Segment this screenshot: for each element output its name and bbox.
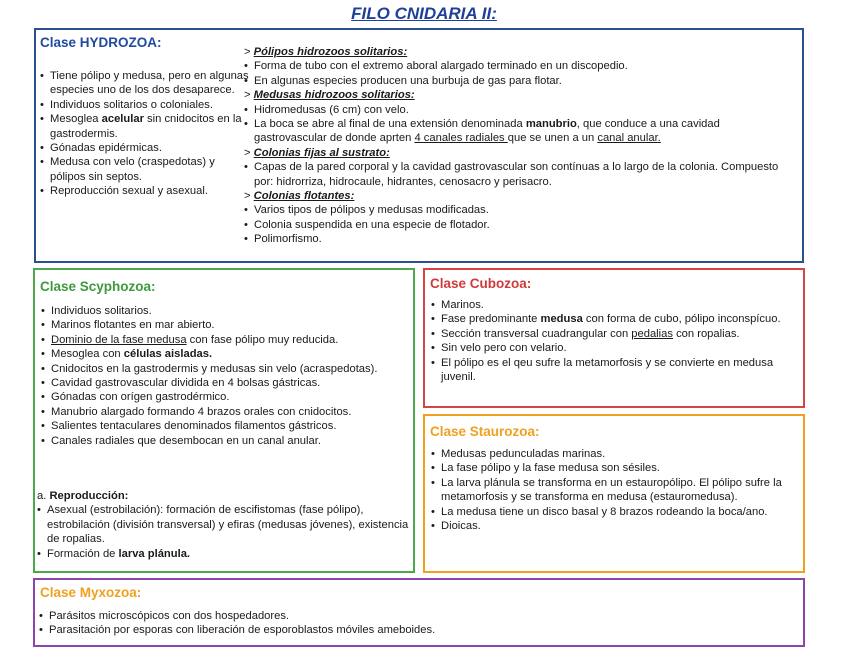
list-item: • La medusa tiene un disco basal y 8 brazos rodeando la boca/ano.	[431, 505, 803, 519]
list-item: • Gónadas con orígen gastrodérmico.	[41, 390, 413, 404]
cubozoa-heading: Clase Cubozoa:	[430, 276, 532, 291]
list-item: • Marinos.	[431, 298, 803, 312]
reproduccion-heading: a. Reproducción:	[37, 490, 129, 502]
list-item: • Cavidad gastrovascular dividida en 4 bolsas gástricas.	[41, 376, 413, 390]
staurozoa-heading: Clase Staurozoa:	[430, 424, 540, 439]
list-item: • Dioicas.	[431, 519, 803, 533]
cubozoa-list	[431, 298, 803, 384]
list-item: • Reproducción sexual y asexual.	[40, 184, 250, 198]
list-item: • Individuos solitarios.	[41, 304, 413, 318]
list-item: • En algunas especies producen una burbuja de gas para flotar.	[244, 74, 794, 88]
list-item: • Polimorfismo.	[244, 232, 794, 246]
hydrozoa-forms	[244, 45, 794, 247]
list-item: • Asexual (estrobilación): formación de escifistomas (fase pólipo), estrobilación (división transversal) y efiras (medusas jóvenes), existencia de ropalias.	[37, 503, 413, 546]
hydrozoa-box	[34, 28, 804, 263]
scyphozoa-box	[33, 268, 415, 573]
subheading-colonias-flotantes: > Colonias flotantes:	[244, 190, 355, 203]
list-item: • Sección transversal cuadrangular con pedalias con ropalias.	[431, 327, 803, 341]
list-item: • Fase predominante medusa con forma de cubo, pólipo inconspícuo.	[431, 312, 803, 326]
list-item: • Salientes tentaculares denominados filamentos gástricos.	[41, 419, 413, 433]
staurozoa-box	[423, 414, 805, 573]
list-item: • Dominio de la fase medusa con fase pólipo muy reducida.	[41, 333, 413, 347]
hydrozoa-general-list	[40, 69, 250, 199]
myxozoa-list	[39, 609, 799, 638]
scyphozoa-heading: Clase Scyphozoa:	[40, 279, 156, 294]
list-item: • Mesoglea acelular sin cnidocitos en la gastrodermis.	[40, 112, 250, 141]
staurozoa-list	[431, 447, 803, 533]
list-item: • Cnidocitos en la gastrodermis y medusas sin velo (acraspedotas).	[41, 362, 413, 376]
list-item: • Parásitos microscópicos con dos hospedadores.	[39, 609, 799, 623]
list-item: • Colonia suspendida en una especie de flotador.	[244, 218, 794, 232]
list-item: • Marinos flotantes en mar abierto.	[41, 318, 413, 332]
list-item: • Individuos solitarios o coloniales.	[40, 98, 250, 112]
list-item: • Formación de larva plánula.	[37, 547, 413, 561]
page-title: FILO CNIDARIA II:	[351, 4, 497, 23]
subheading-medusas: > Medusas hidrozoos solitarios:	[244, 89, 415, 102]
list-item: • Mesoglea con células aisladas.	[41, 347, 413, 361]
list-item: • Hidromedusas (6 cm) con velo.	[244, 103, 794, 117]
subheading-colonias-fijas: > Colonias fijas al sustrato:	[244, 146, 390, 159]
hydrozoa-heading: Clase HYDROZOA:	[40, 35, 162, 50]
cubozoa-box	[423, 268, 805, 408]
list-item: • Medusa con velo (craspedotas) y pólipos sin septos.	[40, 155, 250, 184]
list-item: • Capas de la pared corporal y la cavidad gastrovascular son contínuas a lo largo de la colonia. Compuesto por: hidrorriza, hidrocaule, hidrantes, cenosacro y perisacro.	[244, 160, 794, 189]
subheading-polipos: > Pólipos hidrozoos solitarios:	[244, 46, 408, 58]
list-item: • Manubrio alargado formando 4 brazos orales con cnidocitos.	[41, 405, 413, 419]
list-item: • El pólipo es el qeu sufre la metamorfosis y se convierte en medusa juvenil.	[431, 356, 803, 385]
list-item: • Gónadas epidérmicas.	[40, 141, 250, 155]
list-item: • Forma de tubo con el extremo aboral alargado terminado en un discopedio.	[244, 59, 794, 73]
list-item: • Medusas pedunculadas marinas.	[431, 447, 803, 461]
list-item: • Parasitación por esporas con liberación de esporoblastos móviles ameboides.	[39, 623, 799, 637]
list-item: • Sin velo pero con velario.	[431, 341, 803, 355]
reproduccion-section	[37, 489, 413, 561]
list-item: • Varios tipos de pólipos y medusas modificadas.	[244, 203, 794, 217]
scyphozoa-list	[41, 304, 413, 448]
list-item: • Tiene pólipo y medusa, pero en algunas especies uno de los dos desaparece.	[40, 69, 250, 98]
list-item: • Canales radiales que desembocan en un canal anular.	[41, 434, 413, 448]
list-item: • La fase pólipo y la fase medusa son sésiles.	[431, 461, 803, 475]
myxozoa-heading: Clase Myxozoa:	[40, 585, 142, 600]
myxozoa-box	[33, 578, 805, 647]
list-item: • La boca se abre al final de una extensión denominada manubrio, que conduce a una cavidad gastrovascular de donde aprten 4 canales radiales que se unen a un canal anular.	[244, 117, 794, 146]
list-item: • La larva plánula se transforma en un estauropólipo. El pólipo sufre la metamorfosis y se transforma en medusa (estauromedusa).	[431, 476, 803, 505]
